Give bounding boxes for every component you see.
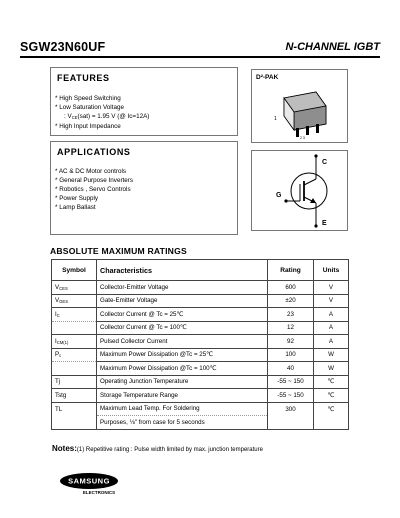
notes xyxy=(52,444,263,453)
cell-unit: W xyxy=(314,348,349,362)
cell-rating: 12 xyxy=(268,321,314,335)
symbol-text: I xyxy=(55,310,57,318)
col-header-units: Units xyxy=(314,260,349,281)
symbol-sub: CM(1) xyxy=(56,339,69,345)
application-item: * Power Supply xyxy=(55,195,99,202)
application-item: * General Purpose Inverters xyxy=(55,177,134,184)
cell-unit: ℃ xyxy=(314,402,349,429)
cell-rating: 300 xyxy=(268,402,314,429)
cell-rating: 100 xyxy=(268,348,314,362)
cell-rating: -55 ~ 150 xyxy=(268,389,314,403)
cell-characteristic: Collector-Emitter Voltage xyxy=(97,281,268,295)
cell-characteristic: Pulsed Collector Current xyxy=(97,335,268,349)
cell-characteristic-continued: Purposes, ⅛" from case for 5 seconds xyxy=(97,416,268,430)
cell-symbol xyxy=(52,389,97,403)
cell-symbol xyxy=(52,308,97,322)
cell-symbol xyxy=(52,281,97,295)
cell-unit: V xyxy=(314,294,349,308)
package-pin-labels: 2 3 xyxy=(300,136,305,140)
cell-characteristic: Operating Junction Temperature xyxy=(97,375,268,389)
table-row xyxy=(52,389,349,403)
symbol-text: V xyxy=(55,283,60,291)
package-label: D²-PAK xyxy=(256,74,279,81)
table-row xyxy=(52,402,349,416)
cell-characteristic: Maximum Power Dissipation @Tc = 25℃ xyxy=(97,348,268,362)
symbol-text: I xyxy=(55,337,57,345)
cell-unit: V xyxy=(314,281,349,295)
cell-rating: 40 xyxy=(268,362,314,376)
application-item: * AC & DC Motor controls xyxy=(55,168,127,175)
table-row xyxy=(52,321,349,335)
ratings-table xyxy=(51,259,349,430)
symbol-sub: CES xyxy=(59,285,68,291)
symbol-text: P xyxy=(55,351,60,359)
applications-list xyxy=(55,167,133,212)
d2pak-package-icon xyxy=(266,84,336,140)
col-header-characteristics: Characteristics xyxy=(97,260,268,281)
cell-unit: W xyxy=(314,362,349,376)
cell-characteristic: Gate-Emitter Voltage xyxy=(97,294,268,308)
symbol-sub: C xyxy=(56,312,60,318)
col-header-symbol: Symbol xyxy=(52,260,97,281)
package-pin-number: 1 xyxy=(274,116,277,122)
feature-item: * High Input Impedance xyxy=(55,123,121,130)
cell-rating: 92 xyxy=(268,335,314,349)
igbt-schematic-icon xyxy=(252,151,349,232)
table-row xyxy=(52,362,349,376)
cell-characteristic: Maximum Power Dissipation @Tc = 100℃ xyxy=(97,362,268,376)
gate-label: G xyxy=(276,192,282,199)
vce-prefix: : V xyxy=(64,113,72,120)
device-type: N-CHANNEL IGBT xyxy=(285,41,380,53)
features-panel xyxy=(50,67,238,136)
notes-text: (1) Repetitive rating : Pulse width limited by max. junction temperature xyxy=(76,447,263,453)
cell-unit: A xyxy=(314,308,349,322)
notes-label: Notes: xyxy=(52,444,77,453)
collector-label: C xyxy=(322,159,328,166)
cell-symbol xyxy=(52,294,97,308)
vce-sub: CE xyxy=(71,115,78,120)
symbol-text: Tj xyxy=(55,378,61,386)
igbt-symbol-panel xyxy=(251,150,348,231)
col-header-rating: Rating xyxy=(268,260,314,281)
ratings-header-row xyxy=(52,260,349,281)
cell-characteristic: Storage Temperature Range xyxy=(97,389,268,403)
symbol-sub: GES xyxy=(59,299,68,305)
cell-symbol xyxy=(52,362,97,376)
application-item: * Robotics , Servo Controls xyxy=(55,186,131,193)
table-row xyxy=(52,308,349,322)
table-row xyxy=(52,375,349,389)
table-row xyxy=(52,281,349,295)
cell-unit: ℃ xyxy=(314,375,349,389)
samsung-logo-icon xyxy=(59,472,129,496)
cell-symbol xyxy=(52,321,97,335)
package-panel xyxy=(251,69,348,143)
vce-suffix: (sat) = 1.95 V (@ Ic=12A) xyxy=(77,113,150,120)
cell-unit: A xyxy=(314,321,349,335)
emitter-label: E xyxy=(322,220,327,227)
feature-vce-line xyxy=(55,112,149,122)
cell-symbol xyxy=(52,375,97,389)
features-list xyxy=(55,94,149,131)
cell-symbol xyxy=(52,348,97,362)
logo-brand: SAMSUNG xyxy=(68,476,110,486)
logo-division: ELECTRONICS xyxy=(82,490,116,495)
cell-rating: ±20 xyxy=(268,294,314,308)
application-item: * Lamp Ballast xyxy=(55,204,96,211)
applications-panel xyxy=(50,141,238,235)
cell-unit: ℃ xyxy=(314,389,349,403)
table-row xyxy=(52,348,349,362)
cell-symbol xyxy=(52,335,97,349)
ratings-title: ABSOLUTE MAXIMUM RATINGS xyxy=(50,246,187,256)
cell-rating: -55 ~ 150 xyxy=(268,375,314,389)
cell-characteristic: Collector Current @ Tc = 100℃ xyxy=(97,321,268,335)
feature-item: * High Speed Switching xyxy=(55,95,121,102)
applications-title: APPLICATIONS xyxy=(57,147,131,157)
symbol-sub: c xyxy=(59,353,62,359)
header-rule xyxy=(20,56,380,58)
symbol-text: Tstg xyxy=(55,391,67,399)
symbol-text: V xyxy=(55,297,60,305)
part-number: SGW23N60UF xyxy=(20,40,106,54)
cell-characteristic: Collector Current @ Tc = 25℃ xyxy=(97,308,268,322)
table-row xyxy=(52,294,349,308)
feature-item: * Low Saturation Voltage xyxy=(55,104,124,111)
cell-unit: A xyxy=(314,335,349,349)
cell-symbol xyxy=(52,402,97,429)
features-title: FEATURES xyxy=(57,73,110,83)
cell-characteristic: Maximum Lead Temp. For Soldering xyxy=(97,402,268,416)
table-row xyxy=(52,335,349,349)
cell-rating: 23 xyxy=(268,308,314,322)
symbol-text: TL xyxy=(55,405,63,413)
cell-rating: 600 xyxy=(268,281,314,295)
